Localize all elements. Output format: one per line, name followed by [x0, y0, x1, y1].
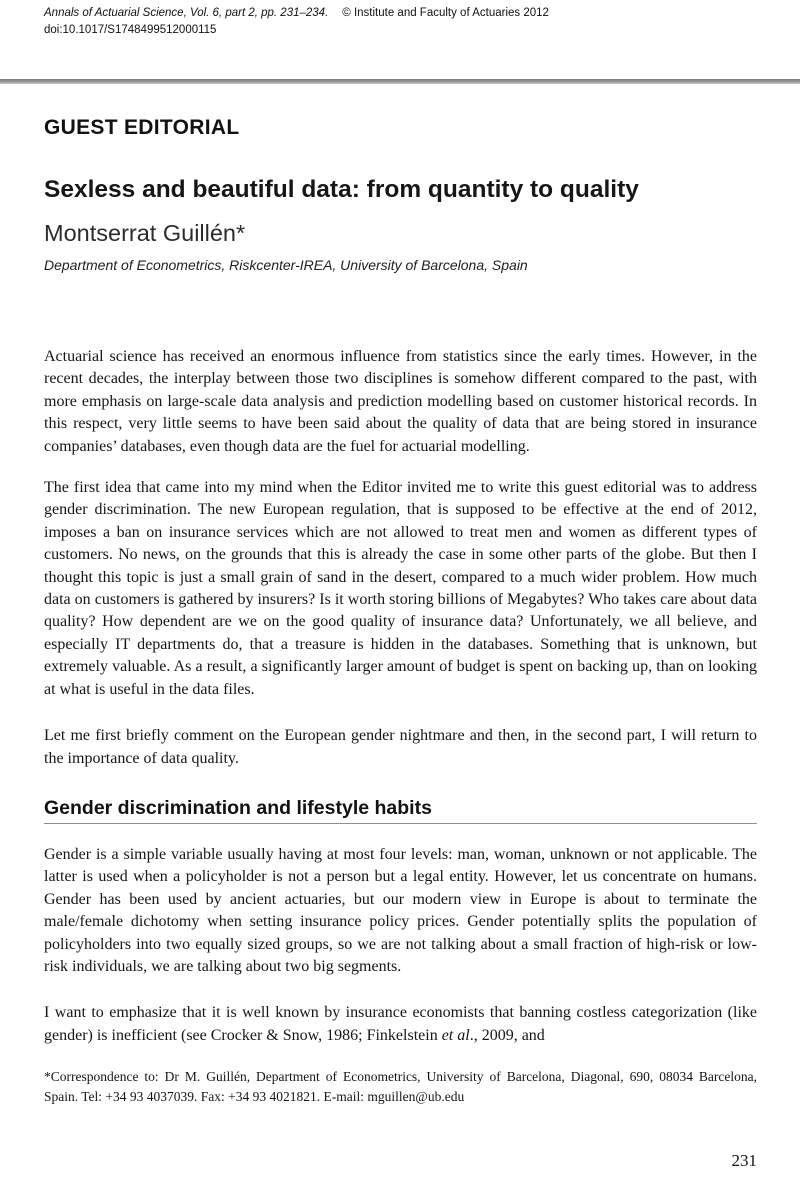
paragraph-citation-post: ., 2009, and [469, 1026, 545, 1044]
article-type-heading: GUEST EDITORIAL [44, 116, 240, 139]
paragraph-gender-regulation: The first idea that came into my mind when the Editor invited me to write this guest editorial was to address gender discrimination. The new European regulation, that is supposed to be effective at the end of 2012, imposes a ban on insurance services which are not allowed to treat men and women as different types of customers. No news, on the grounds that this is already the case in some other parts of the globe. But then I thought this topic is just a small grain of sand in the desert, compared to a much wider problem. How much data on customers is gathered by insurers? Is it worth storing billions of Megabytes? Who takes care about data quality? How dependent are we on the good quality of insurance data? Unfortunately, we all believe, and especially IT departments do, that a treasure is hidden in the databases. Something that is unknown, but extremely valuable. As a result, a significantly larger amount of budget is spent on backing up, than on looking at what is useful in the data files. [44, 479, 757, 698]
et-al-italic: et al [441, 1026, 470, 1044]
author-line [44, 218, 757, 248]
author-affiliation: Department of Econometrics, Riskcenter-IREA, University of Barcelona, Spain [44, 257, 528, 273]
doi-line: doi:10.1017/S1748499512000115 [44, 24, 217, 36]
paragraph-roadmap: Let me first briefly comment on the European gender nightmare and then, in the second part, I will return to the importance of data quality. [44, 727, 757, 767]
section-heading: Gender discrimination and lifestyle habits [44, 796, 757, 824]
paragraph-citation-pre: I want to emphasize that it is well known by insurance economists that banning costless categorization (like gender) is inefficient (see Crocker & Snow, 1986; Finkelstein [44, 1004, 757, 1044]
correspondence-footnote: *Correspondence to: Dr M. Guillén, Department of Econometrics, University of Barcelona, Diagonal, 690, 08034 Barcelona, Spain. Tel: +34 93 4037039. Fax: +34 93 4021821. E-mail: mguillen@ub.edu [44, 1069, 757, 1104]
article-title: Sexless and beautiful data: from quantity to quality [44, 176, 639, 203]
page-number: 231 [731, 1151, 757, 1170]
paragraph-gender-variable: Gender is a simple variable usually having at most four levels: man, woman, unknown or not applicable. The latter is used when a policyholder is not a person but a legal entity. However, let us concentrate on humans. Gender has been used by ancient actuaries, but our modern view in Europe is about to terminate the male/female dichotomy when setting insurance policy prices. Gender potentially splits the population of policyholders into two equally sized groups, so we are not talking about a small fraction of high-risk or low-risk individuals, we are talking about two big segments. [44, 845, 757, 975]
article-body [0, 115, 800, 1106]
author-footnote-marker: * [236, 220, 246, 246]
header-divider-rule [0, 79, 800, 84]
journal-citation: Annals of Actuarial Science, Vol. 6, part 2, pp. 231–234. [44, 7, 329, 19]
header-line-1 [44, 5, 757, 22]
paragraph-citation [44, 1002, 757, 1047]
author-name: Montserrat Guillén [44, 220, 236, 246]
copyright-notice: © Institute and Faculty of Actuaries 2012 [342, 7, 549, 19]
page-header [0, 0, 800, 39]
paragraph-intro: Actuarial science has received an enormous influence from statistics since the early times. However, in the recent decades, the interplay between those two disciplines is somehow different compared to the past, with more emphasis on large-scale data analysis and prediction modelling based on customer historical records. In this respect, very little seems to have been said about the quality of data that are being stored in insurance companies’ databases, even though data are the fuel for actuarial modelling. [44, 348, 757, 455]
